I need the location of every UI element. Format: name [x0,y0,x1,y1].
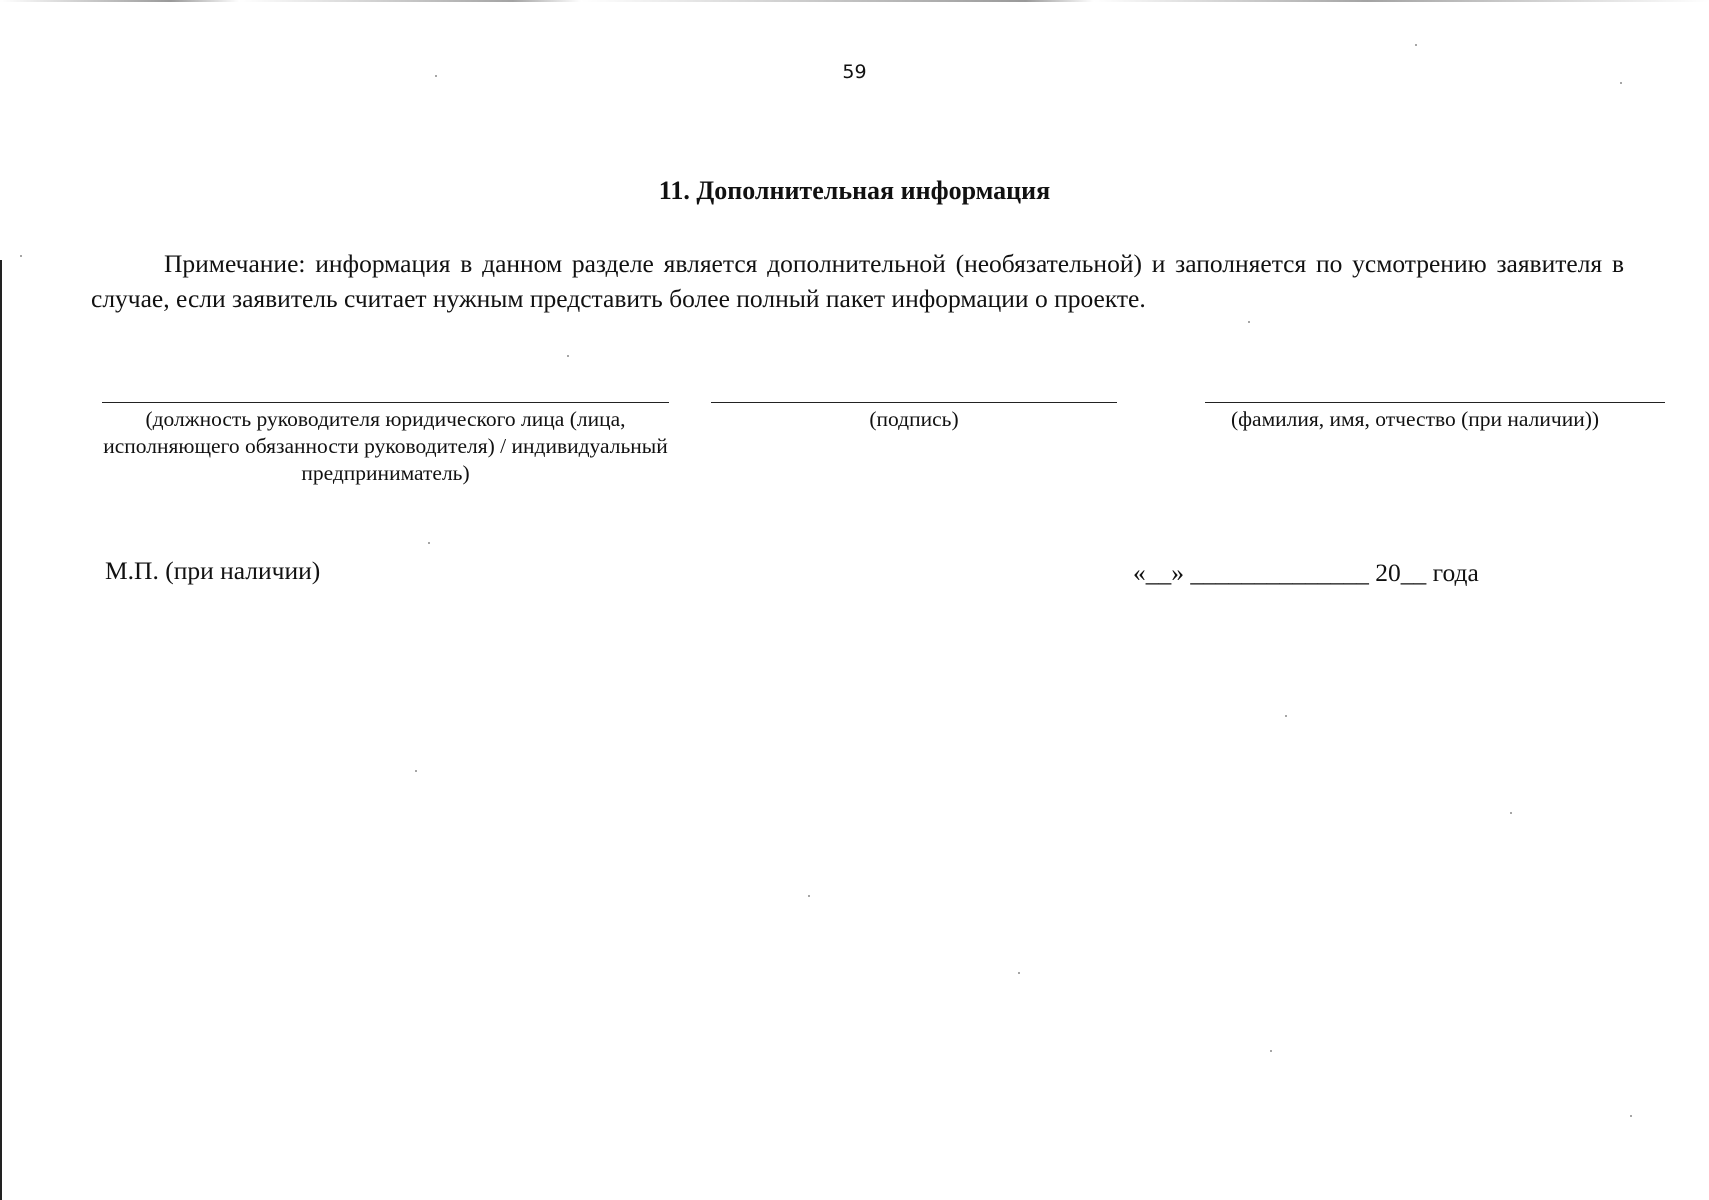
position-caption: (должность руководителя юридического лица (лица, исполняющего обязанности руководителя) / индивидуальный предприниматель) [103,407,668,485]
page-number: 59 [842,61,867,83]
signature-field-position [102,402,669,487]
scan-speck [1270,1050,1272,1052]
signature-line [711,402,1117,403]
scan-speck [1510,812,1512,814]
scan-speck [808,895,810,897]
scan-speck [1620,82,1622,84]
scan-speck [1285,715,1287,717]
scan-speck [567,355,569,357]
section-title: 11. Дополнительная информация [658,176,1051,205]
scan-speck [1248,321,1250,323]
scan-speck [415,770,417,772]
scan-speck [1018,972,1020,974]
signature-field-signature [711,402,1117,433]
date-line: «__» ______________ 20__ года [1133,558,1479,587]
scan-speck [435,75,437,77]
seal-label: М.П. (при наличии) [105,556,321,585]
note-paragraph: Примечание: информация в данном разделе является дополнительной (необязательной) и заполняется по усмотрению заявителя в случае, если заявитель считает нужным представить более полный пакет информации о проекте. [91,249,1624,313]
name-line [1205,402,1665,403]
signature-caption: (подпись) [869,407,959,431]
scan-speck [428,542,430,544]
scan-speck [20,255,22,257]
scan-speck [1630,1115,1632,1117]
scan-edge-top [0,0,1709,2]
scan-edge-left [0,260,2,1200]
name-caption: (фамилия, имя, отчество (при наличии)) [1230,407,1600,431]
scan-speck [1415,44,1417,46]
signature-field-name [1205,402,1665,433]
position-line [102,402,669,403]
